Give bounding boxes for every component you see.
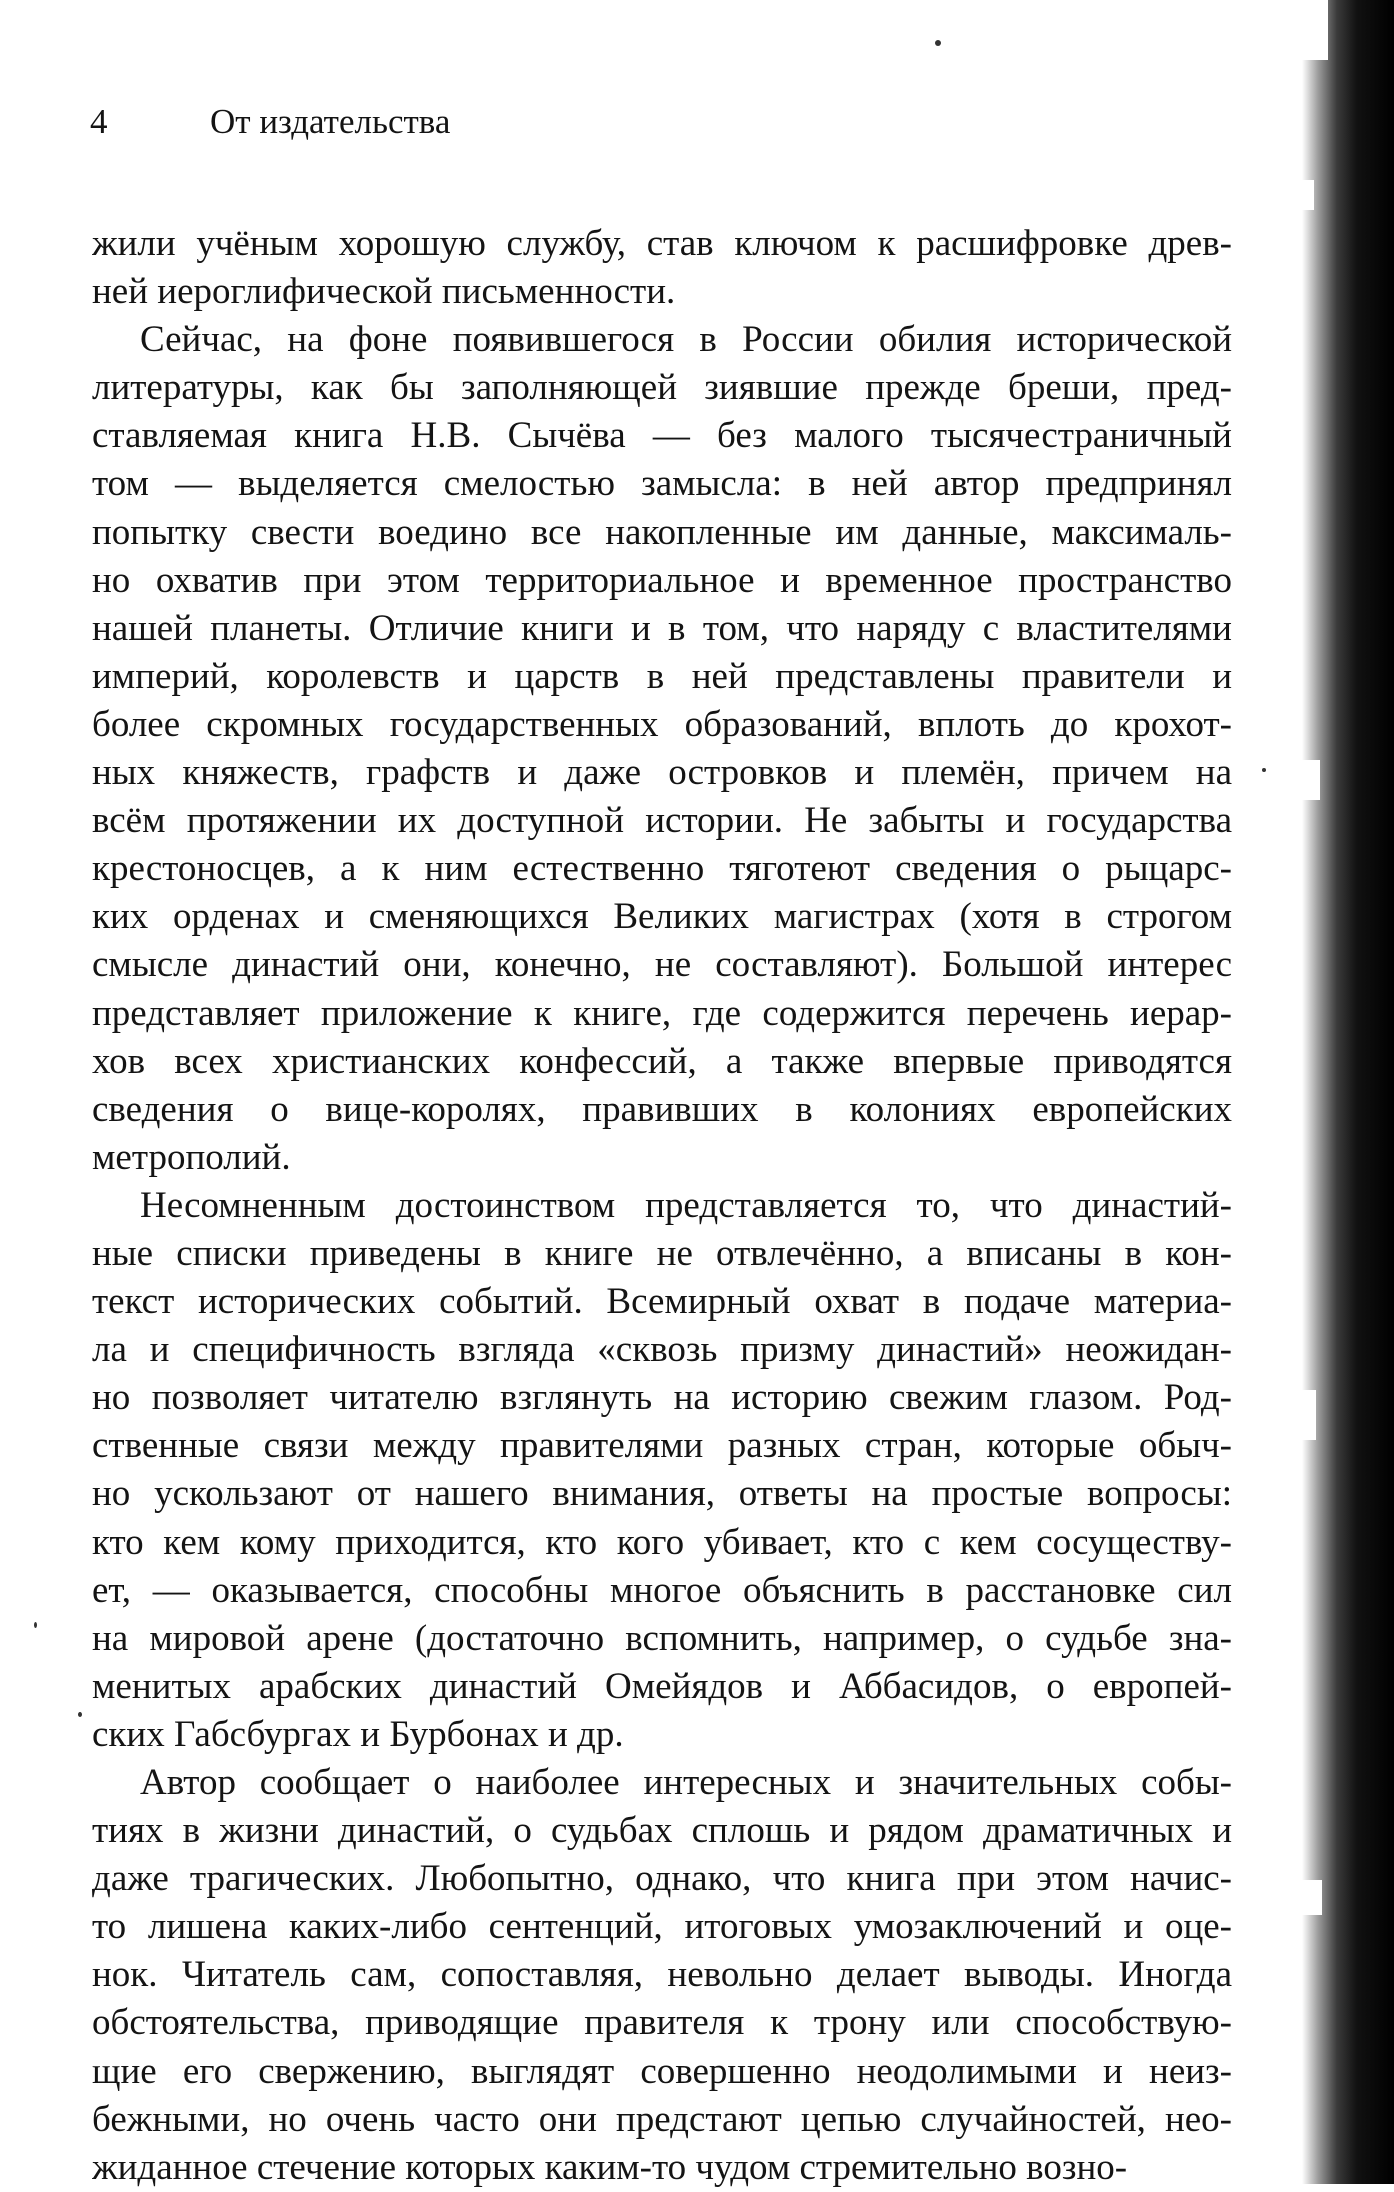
text-line: более скромных государственных образований, вплоть до крохот- [92,703,1232,745]
paragraph [92,1182,1232,1759]
scan-binding-shadow [1302,0,1394,2184]
paragraph [92,1759,1232,2192]
running-title: От издательства [210,102,451,141]
text-line: бежными, но очень часто они предстают цепью случайностей, нео- [92,2098,1232,2140]
text-line: ла и специфичность взгляда «сквозь призму династий» неожидан- [92,1329,1232,1371]
text-line: жиданное стечение которых каким-то чудом стремительно возно- [92,2146,1128,2188]
text-line: кто кем кому приходится, кто кого убивает, кто с кем сосуществу- [92,1521,1232,1563]
paragraph [92,220,1232,316]
text-line: том — выделяется смелостью замысла: в ней автор предпринял [92,463,1232,505]
text-line: попытку свести воедино все накопленные им данные, максималь- [92,511,1232,553]
text-line: но позволяет читателю взглянуть на историю свежим глазом. Род- [92,1377,1232,1419]
text-line: ет, — оказывается, способны многое объяснить в расстановке сил [92,1569,1232,1611]
text-line: хов всех христианских конфессий, а также впервые приводятся [92,1040,1232,1082]
text-line: нашей планеты. Отличие книги и в том, что наряду с властителями [92,607,1232,649]
scan-speck [78,1712,82,1717]
text-line: сведения о вице-королях, правивших в колониях европейских [92,1088,1232,1130]
body-text [92,220,1232,2192]
running-header [90,98,1230,146]
scan-speck [1262,768,1266,772]
scan-speck [935,40,941,46]
text-line: щие его свержению, выглядят совершенно неодолимыми и неиз- [92,2050,1232,2092]
text-line: то лишена каких-либо сентенций, итоговых умозаключений и оце- [92,1906,1232,1948]
text-line: ких орденах и сменяющихся Великих магистрах (хотя в строгом [92,896,1232,938]
text-line: но охватив при этом территориальное и временное пространство [92,559,1232,601]
text-line: нок. Читатель сам, сопоставляя, невольно делает выводы. Иногда [92,1954,1232,1996]
text-line: литературы, как бы заполняющей зиявшие прежде бреши, пред- [92,367,1232,409]
text-line: ные списки приведены в книге не отвлечённо, а вписаны в кон- [92,1232,1232,1274]
text-line: ставляемая книга Н.В. Сычёва — без малого тысячестраничный [92,415,1232,457]
page-number: 4 [90,102,108,141]
text-line: ских Габсбургах и Бурбонах и др. [92,1713,624,1755]
text-line: менитых арабских династий Омейядов и Аббасидов, о европей- [92,1665,1232,1707]
text-line: всём протяжении их доступной истории. Не забыты и государства [92,800,1232,842]
text-line: представляет приложение к книге, где содержится перечень иерар- [92,992,1232,1034]
text-line: текст исторических событий. Всемирный охват в подаче материа- [92,1281,1232,1323]
text-line: жили учёным хорошую службу, став ключом к расшифровке древ- [92,223,1232,264]
text-line: смысле династий они, конечно, не составляют). Большой интерес [92,944,1232,986]
text-line: ных княжеств, графств и даже островков и племён, причем на [92,752,1232,794]
text-line: обстоятельства, приводящие правителя к трону или способствую- [92,2002,1232,2044]
text-line: даже трагических. Любопытно, однако, что книга при этом начис- [92,1858,1232,1900]
text-line: метрополий. [92,1136,291,1178]
text-line: крестоносцев, а к ним естественно тяготеют сведения о рыцарс- [92,848,1232,890]
text-line: на мировой арене (достаточно вспомнить, например, о судьбе зна- [92,1617,1232,1659]
text-line: но ускользают от нашего внимания, ответы на простые вопросы: [92,1473,1232,1515]
scan-speck [34,1622,37,1628]
text-line: империй, королевств и царств в ней представлены правители и [92,655,1232,697]
text-line: ней иероглифической письменности. [92,271,676,313]
text-line: Автор сообщает о наиболее интересных и значительных собы- [140,1762,1232,1803]
text-line: тиях в жизни династий, о судьбах сплошь и рядом драматичных и [92,1810,1232,1852]
paragraph [92,316,1232,1182]
text-line: Сейчас, на фоне появившегося в России обилия исторической [140,319,1232,361]
text-line: ственные связи между правителями разных стран, которые обыч- [92,1425,1232,1467]
text-line: Несомненным достоинством представляется то, что династий- [140,1184,1232,1226]
